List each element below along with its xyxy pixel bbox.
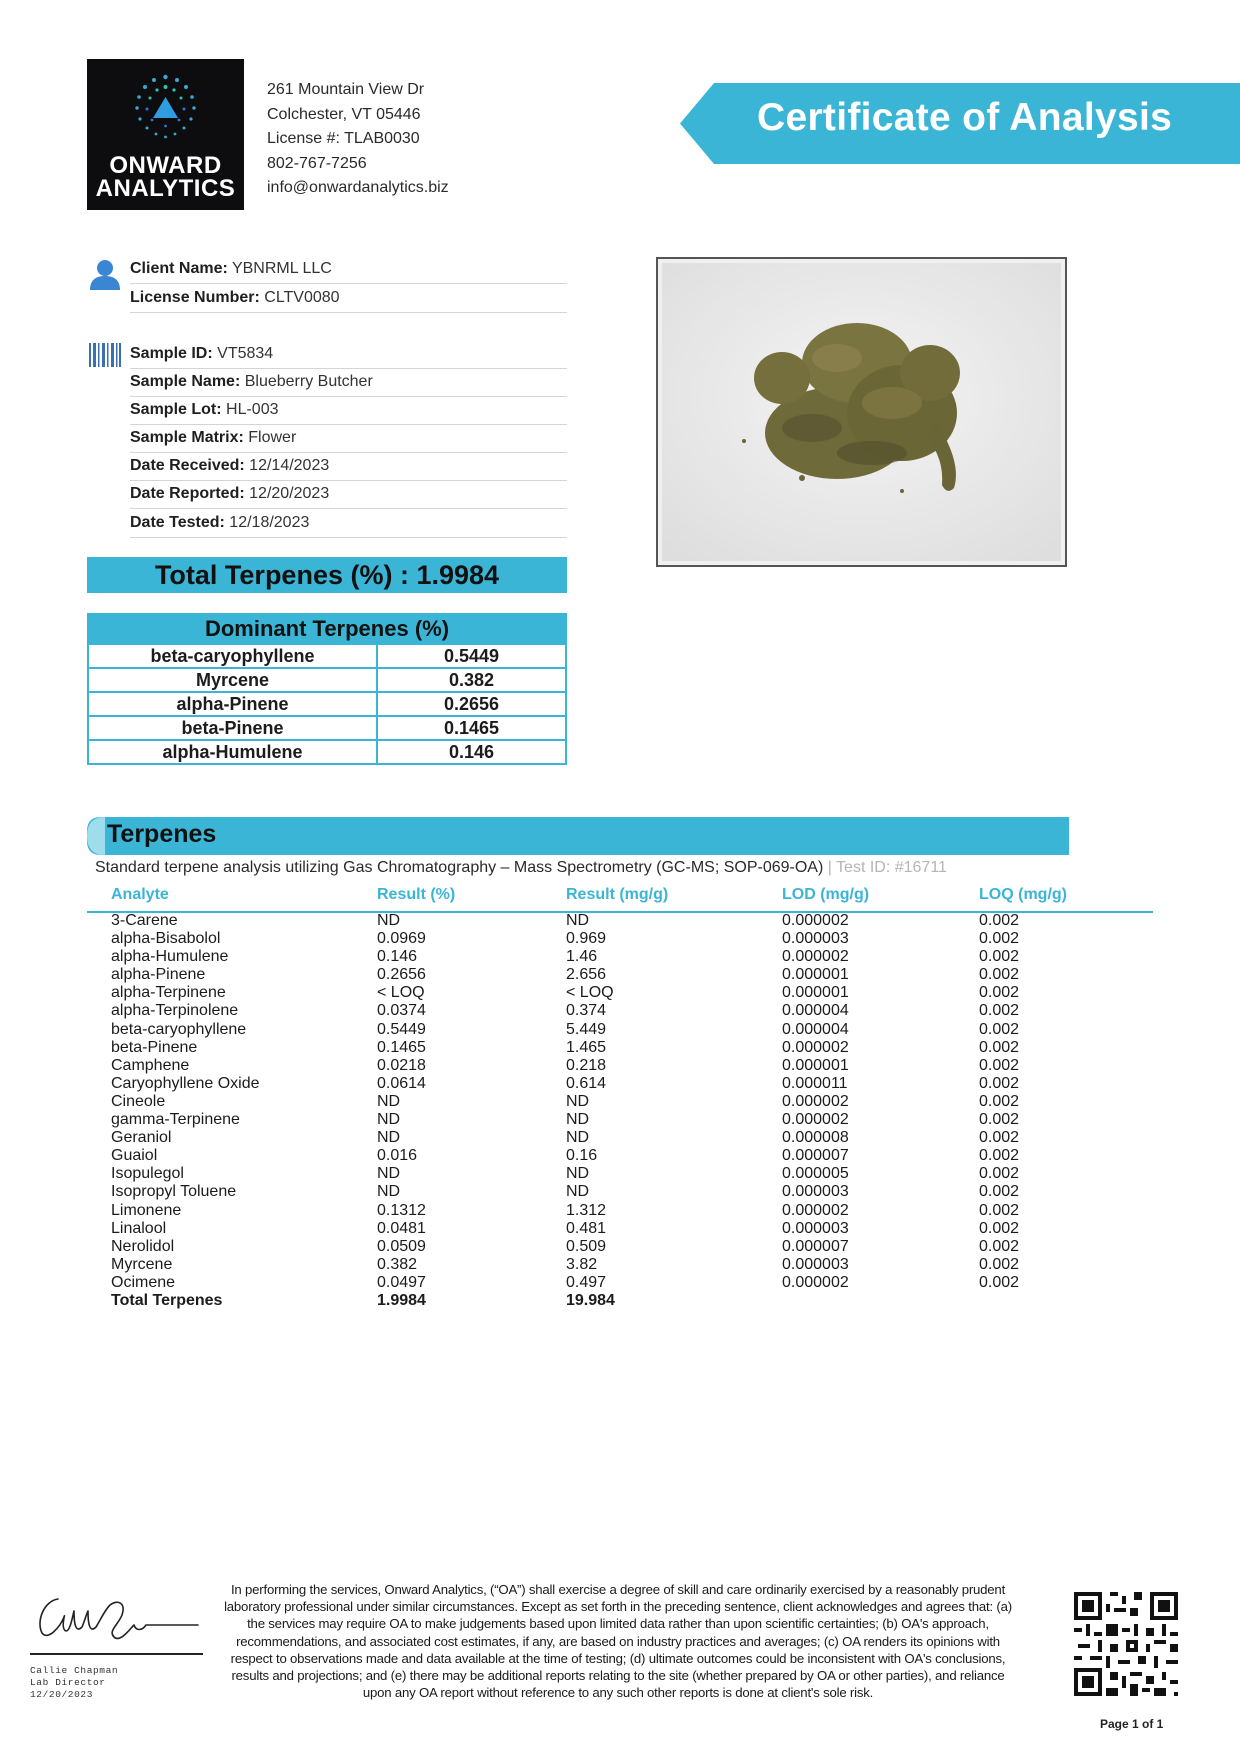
license-number-row [130,285,567,313]
analyte: alpha-Terpinene [111,984,226,1002]
loq: 0.002 [979,1020,1020,1038]
terpene-value: 0.2656 [377,692,566,716]
result-mg: 0.497 [566,1273,607,1291]
table-row [0,984,1240,1002]
person-icon [88,257,122,291]
result-percent: 0.5449 [377,1020,426,1038]
lod: 0.000008 [782,1129,849,1147]
analyte: alpha-Pinene [111,966,206,984]
result-percent: 0.1465 [377,1038,426,1056]
lod: 0.000002 [782,1201,849,1219]
analyte: Camphene [111,1056,190,1074]
loq: 0.002 [979,1219,1020,1237]
result-mg: 1.46 [566,948,598,966]
loq: 0.002 [979,1273,1020,1291]
result-mg: 0.969 [566,930,607,948]
analyte: Guaiol [111,1147,158,1165]
test-id: | Test ID: #16711 [823,859,947,876]
table-row [0,1002,1240,1020]
result-percent: ND [377,1183,401,1201]
table-row [0,1111,1240,1129]
result-percent: 0.2656 [377,966,426,984]
analyte: 3-Carene [111,912,178,929]
table-row [0,912,1240,930]
table-row [0,1274,1240,1292]
lod: 0.000003 [782,1255,849,1273]
analyte: alpha-Humulene [111,948,229,966]
total-percent: 1.9984 [377,1291,426,1309]
lod: 0.000005 [782,1165,849,1183]
result-mg: 0.509 [566,1237,607,1255]
method-text: Standard terpene analysis utilizing Gas Chromatography – Mass Spectrometry (GC-MS; SOP-069-OA) [95,859,824,876]
terpene-name: Myrcene [88,668,377,692]
total-row [0,1292,1240,1310]
page-title: Certificate of Analysis [757,96,1173,139]
lod: 0.000007 [782,1237,849,1255]
result-percent: ND [377,1165,401,1183]
dominant-terpenes-title: Dominant Terpenes (%) [88,614,566,644]
column-header-loq: LOQ (mg/g) [979,886,1067,903]
loq: 0.002 [979,1147,1020,1165]
result-mg: 1.465 [566,1038,607,1056]
sample-name-row [130,369,567,397]
field-label: Date Tested: [130,514,225,531]
table-row [0,1057,1240,1075]
analyte: Isopulegol [111,1165,184,1183]
field-label: Sample ID: [130,345,213,362]
result-percent: ND [377,912,401,929]
column-header-analyte: Analyte [111,886,169,903]
result-mg: ND [566,1129,590,1147]
loq: 0.002 [979,1129,1020,1147]
loq: 0.002 [979,1056,1020,1074]
total-terpenes-banner: Total Terpenes (%) : 1.9984 [87,557,567,593]
loq: 0.002 [979,930,1020,948]
terpenes-section-title: Terpenes [107,820,217,848]
result-percent: < LOQ [377,984,425,1002]
analyte: Nerolidol [111,1237,175,1255]
sample-id-row [130,341,567,369]
result-percent: ND [377,1129,401,1147]
table-row [0,1256,1240,1274]
lod: 0.000002 [782,1111,849,1129]
terpene-name: beta-caryophyllene [88,644,377,668]
table-row [0,1220,1240,1238]
result-percent: 0.382 [377,1255,418,1273]
loq: 0.002 [979,1002,1020,1020]
logo-text-analytics: ANALYTICS [95,175,236,202]
lab-address-block [267,78,449,201]
result-percent: 0.0218 [377,1056,426,1074]
analyte: Myrcene [111,1255,173,1273]
result-percent: 0.0614 [377,1074,426,1092]
lod: 0.000002 [782,1092,849,1110]
column-header-result-mg: Result (mg/g) [566,886,669,903]
column-header-lod: LOD (mg/g) [782,886,870,903]
field-label: Date Reported: [130,485,245,502]
date-received-row [130,453,567,481]
signatory-block [30,1665,118,1701]
loq: 0.002 [979,912,1020,929]
terpenes-results-table [0,912,1240,1310]
field-value: Flower [248,429,297,446]
field-label: Date Received: [130,457,245,474]
result-percent: 0.0497 [377,1273,426,1291]
result-mg: 2.656 [566,966,607,984]
lod: 0.000001 [782,966,849,984]
result-percent: 0.0374 [377,1002,426,1020]
flower-bud-image [662,263,1061,561]
result-mg: 0.16 [566,1147,598,1165]
loq: 0.002 [979,984,1020,1002]
result-percent: ND [377,1111,401,1129]
field-label: Sample Matrix: [130,429,244,446]
terpene-value: 0.1465 [377,716,566,740]
terpene-name: alpha-Pinene [88,692,377,716]
field-value: 12/18/2023 [229,514,310,531]
sample-matrix-row [130,425,567,453]
result-percent: ND [377,1092,401,1110]
field-label: Sample Name: [130,373,241,390]
analyte: Ocimene [111,1273,176,1291]
table-row [0,1183,1240,1201]
signatory-role: Lab Director [30,1677,106,1688]
table-row [88,644,566,668]
analyte: Isopropyl Toluene [111,1183,237,1201]
loq: 0.002 [979,966,1020,984]
terpene-value: 0.5449 [377,644,566,668]
signature-line [30,1653,203,1655]
lod: 0.000004 [782,1002,849,1020]
terpene-name: beta-Pinene [88,716,377,740]
result-mg: < LOQ [566,984,614,1002]
address-street: 261 Mountain View Dr [267,81,425,98]
field-value: 12/14/2023 [249,457,330,474]
field-value: YBNRML LLC [231,260,332,277]
table-row [0,1039,1240,1057]
field-value: 12/20/2023 [249,485,330,502]
result-mg: 0.374 [566,1002,607,1020]
analyte: beta-Pinene [111,1038,198,1056]
result-mg: ND [566,1111,590,1129]
lab-phone: 802-767-7256 [267,154,367,172]
analyte: Linalool [111,1219,167,1237]
result-percent: 0.0509 [377,1237,426,1255]
terpene-name: alpha-Humulene [88,740,377,764]
terpene-value: 0.382 [377,668,566,692]
field-label: Client Name: [130,260,228,277]
result-mg: 5.449 [566,1020,607,1038]
loq: 0.002 [979,1111,1020,1129]
table-row [0,1021,1240,1039]
result-mg: ND [566,1183,590,1201]
analyte: Limonene [111,1201,182,1219]
lod: 0.000003 [782,1183,849,1201]
barcode-icon [89,343,121,367]
legal-disclaimer: In performing the services, Onward Analytics, (“OA”) shall exercise a degree of skill and care ordinarily exercised by a reasonably prudent laboratory professional under similar circumstances. Except as set forth in the preceding sentence, client acknowledges and agrees that: (a) the services may require OA to make judgements based upon limited data rather than upon scientific certainties; (b) OA's approach, recommendations, and associated cost estimates, if any, are based on industry practices and averages; (c) OA renders its opinions with respect to observations made and data available at the time of testing; (d) ultimate outcomes could be inconsistent with OA's conclusions, results and projections; and (e) there may be additional reports relating to the site (whether prepared by OA or other parties), and reliance upon any OA report without reference to any such other reports is done at client's sole risk. [224,1582,1012,1701]
table-row [0,1238,1240,1256]
table-row [0,930,1240,948]
result-percent: 0.146 [377,948,418,966]
lod: 0.000011 [782,1074,848,1092]
result-mg: 1.312 [566,1201,607,1219]
lod: 0.000003 [782,1219,849,1237]
loq: 0.002 [979,1165,1020,1183]
total-mg: 19.984 [566,1291,615,1309]
lod: 0.000002 [782,948,849,966]
field-value: VT5834 [217,345,274,362]
loq: 0.002 [979,1183,1020,1201]
analyte: Geraniol [111,1129,172,1147]
loq: 0.002 [979,1255,1020,1273]
qr-code-icon[interactable] [1074,1592,1178,1696]
result-mg: 3.82 [566,1255,598,1273]
table-row [0,1147,1240,1165]
lod: 0.000001 [782,984,849,1002]
dominant-terpenes-table [87,613,567,765]
lab-logo [87,59,244,210]
signatory-name: Callie Chapman [30,1665,119,1676]
table-row [88,740,566,764]
lab-license: License #: TLAB0030 [267,130,420,147]
result-percent: 0.016 [377,1147,418,1165]
client-name-row [130,256,567,284]
table-row [0,1129,1240,1147]
analyte: Cineole [111,1092,166,1110]
lod: 0.000001 [782,1056,849,1074]
loq: 0.002 [979,948,1020,966]
loq: 0.002 [979,1074,1020,1092]
analyte: gamma-Terpinene [111,1111,240,1129]
total-label: Total Terpenes [111,1291,223,1309]
analyte: alpha-Bisabolol [111,930,221,948]
table-row [0,1202,1240,1220]
loq: 0.002 [979,1237,1020,1255]
lab-email: info@onwardanalytics.biz [267,179,449,196]
field-value: Blueberry Butcher [244,373,373,390]
result-mg: 0.481 [566,1219,607,1237]
loq: 0.002 [979,1201,1020,1219]
table-row [0,1093,1240,1111]
lod: 0.000004 [782,1020,849,1038]
address-city: Colchester, VT 05446 [267,105,421,123]
lod: 0.000002 [782,1273,849,1291]
analyte: Caryophyllene Oxide [111,1074,260,1092]
column-header-result-percent: Result (%) [377,886,456,903]
result-mg: 0.614 [566,1074,607,1092]
lod: 0.000003 [782,930,849,948]
lod: 0.000002 [782,912,849,929]
date-tested-row [130,510,567,538]
logo-mark-icon [125,71,206,145]
result-mg: ND [566,1092,590,1110]
result-percent: 0.1312 [377,1201,426,1219]
result-percent: 0.0969 [377,930,426,948]
field-label: License Number: [130,289,260,306]
page-number: Page 1 of 1 [1100,1717,1164,1731]
method-description [95,859,947,877]
table-row [0,1165,1240,1183]
terpenes-section-banner [87,817,1069,855]
field-label: Sample Lot: [130,401,222,418]
analyte: beta-caryophyllene [111,1020,247,1038]
table-row [0,948,1240,966]
signature-image [30,1581,200,1653]
table-row [88,692,566,716]
lod: 0.000007 [782,1147,849,1165]
result-percent: 0.0481 [377,1219,426,1237]
terpene-value: 0.146 [377,740,566,764]
logo-text-onward: ONWARD [109,152,222,179]
result-mg: ND [566,1165,590,1183]
loq: 0.002 [979,1038,1020,1056]
lod: 0.000002 [782,1038,849,1056]
table-row [0,1075,1240,1093]
sample-lot-row [130,397,567,425]
date-reported-row [130,481,567,509]
sample-photo [656,257,1067,567]
result-mg: 0.218 [566,1056,607,1074]
analyte: alpha-Terpinolene [111,1002,239,1020]
field-value: CLTV0080 [264,289,340,306]
loq: 0.002 [979,1092,1020,1110]
table-row [88,668,566,692]
signature-date: 12/20/2023 [30,1689,94,1700]
table-row [0,966,1240,984]
field-value: HL-003 [226,401,279,418]
result-mg: ND [566,912,590,929]
table-row [88,716,566,740]
